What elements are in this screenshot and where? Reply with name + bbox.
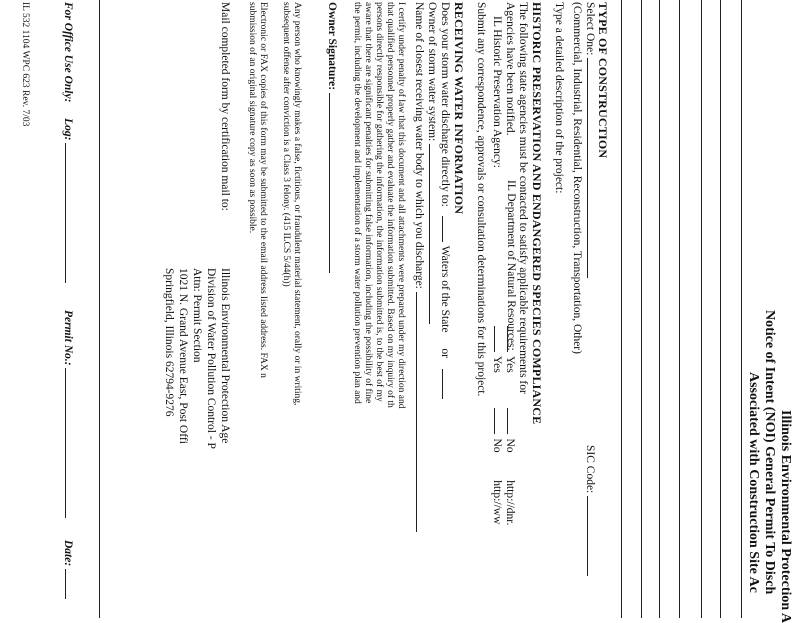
historic-agency-row <box>490 16 504 168</box>
discharge-question: Does your storm water discharge directly to: <box>439 2 451 207</box>
mail-address-line: Springfield, Illinois 62794-9276 <box>163 268 175 417</box>
electronic-line: Electronic or FAX copies of this form may be submitted to the email address listed address. FAX n <box>258 2 268 378</box>
or-label: or <box>439 348 451 358</box>
owner-storm-label: Owner of storm water system: <box>426 2 438 142</box>
description-line[interactable] <box>621 0 622 618</box>
historic-preservation-heading: HISTORIC PRESERVATION AND ENDANGERED SPECIES COMPLIANCE <box>530 2 544 425</box>
project-description-label: Type a detailed description of the project: <box>553 2 565 194</box>
type-of-construction-heading: TYPE OF CONSTRUCTION <box>596 2 610 159</box>
sic-code-label: SIC Code: <box>584 445 596 494</box>
description-line[interactable] <box>701 0 702 618</box>
date-field[interactable] <box>65 569 76 599</box>
owner-signature-row <box>325 2 340 273</box>
receiving-water-label: Name of closest receiving water body to which you discharge: <box>413 2 425 289</box>
receiving-water-row <box>412 2 427 532</box>
description-line[interactable] <box>741 0 742 618</box>
waters-state-label: Waters of the State <box>439 245 451 333</box>
log-field[interactable] <box>65 143 76 283</box>
receiving-water-field[interactable] <box>416 292 427 532</box>
construction-options: (Commercial, Industrial, Residential, Reconstruction, Transportation, Other) <box>571 2 583 354</box>
yes-label: Yes <box>491 356 503 373</box>
date-label: Date: <box>62 540 74 567</box>
sic-code-field[interactable] <box>587 496 598 576</box>
dnr-yes-no <box>503 326 517 525</box>
office-use-row <box>61 2 76 283</box>
select-one-row <box>583 2 598 278</box>
owner-signature-field[interactable] <box>329 93 340 273</box>
dnr-yes-checkbox[interactable] <box>507 326 517 352</box>
dnr-agency-label: IL Department of Natural Resources: <box>505 180 517 351</box>
mail-address-line: Attn: Permit Section <box>191 268 203 363</box>
historic-agency-label: IL Historic Preservation Agency: <box>491 16 503 168</box>
yes-label: Yes <box>504 356 516 373</box>
mail-address-line: 1021 N. Grand Avenue East, Post Offi <box>177 268 189 444</box>
mail-address-line: Illinois Environmental Protection Age <box>219 268 231 444</box>
form-title: Notice of Intent (NOI) General Permit To Disch <box>762 310 777 595</box>
other-discharge-field[interactable] <box>442 369 453 399</box>
historic-intro-2: Agencies have been notified. <box>504 2 516 136</box>
form-subtitle: Associated with Construction Site Ac <box>746 372 761 593</box>
description-line[interactable] <box>679 0 680 618</box>
historic-intro-1: The following state agencies must be contacted to satisfy applicable requirements for <box>517 2 529 394</box>
electronic-line: submission of an original signature copy as soon as possible. <box>247 2 257 234</box>
office-use-label: For Office Use Only: <box>62 2 74 103</box>
certification-line: that qualified personnel properly gather and evaluate the information submitted. Based on my inquiry of th <box>385 2 395 408</box>
dnr-link[interactable]: http://dnr. <box>504 480 516 526</box>
permit-no-label: Permit No.: <box>62 310 74 366</box>
waters-state-checkbox[interactable] <box>442 216 452 242</box>
penalty-line: subsequent offense after conviction is a Class 3 felony. (415 ILCS 5/44(h)) <box>281 2 291 287</box>
no-label: No <box>504 438 516 453</box>
no-label: No <box>491 438 503 453</box>
receiving-water-heading: RECEIVING WATER INFORMATION <box>452 2 466 215</box>
certification-line: aware that there are significant penalties for submitting false information, including the possibility of fine <box>363 2 373 404</box>
penalty-line: Any person who knowingly makes a false, fictitious, or fraudulent material statement, orally or in writing, <box>292 2 302 406</box>
date-row <box>61 540 76 599</box>
form-id-footer: IL 532 1104 WPC 623 Rev. 7/03 <box>20 2 30 127</box>
owner-signature-label: Owner Signature: <box>326 2 338 91</box>
log-label: Log: <box>62 118 74 141</box>
certification-line: the permit, including the development and implementation of a storm water pollution prevention plan and <box>352 2 362 404</box>
permit-no-row <box>61 310 76 518</box>
historic-link[interactable]: http://ww <box>491 480 503 525</box>
dnr-no-checkbox[interactable] <box>507 408 517 434</box>
construction-type-select[interactable] <box>587 58 598 278</box>
agency-title: Illinois Environmental Protection A <box>778 410 793 623</box>
owner-storm-field[interactable] <box>429 144 440 324</box>
certification-line: I certify under penalty of law that this document and all attachments were prepared under my direction and <box>396 2 406 409</box>
select-one-label: Select One: <box>584 2 596 56</box>
office-separator <box>99 0 100 618</box>
sic-code-row <box>583 445 598 576</box>
certification-line: persons directly responsible for gathering the information, the information submitted is, to the best of my <box>374 2 384 402</box>
description-line[interactable] <box>641 0 642 618</box>
mail-address-line: Division of Water Pollution Control - P <box>205 268 217 449</box>
permit-no-field[interactable] <box>65 368 76 518</box>
mail-instructions: Mail completed form by certification mail to: <box>219 2 231 211</box>
description-line[interactable] <box>720 0 721 618</box>
submit-note: Submit any correspondence, approvals or consultation determinations for this project. <box>475 2 487 397</box>
description-line[interactable] <box>659 0 660 618</box>
